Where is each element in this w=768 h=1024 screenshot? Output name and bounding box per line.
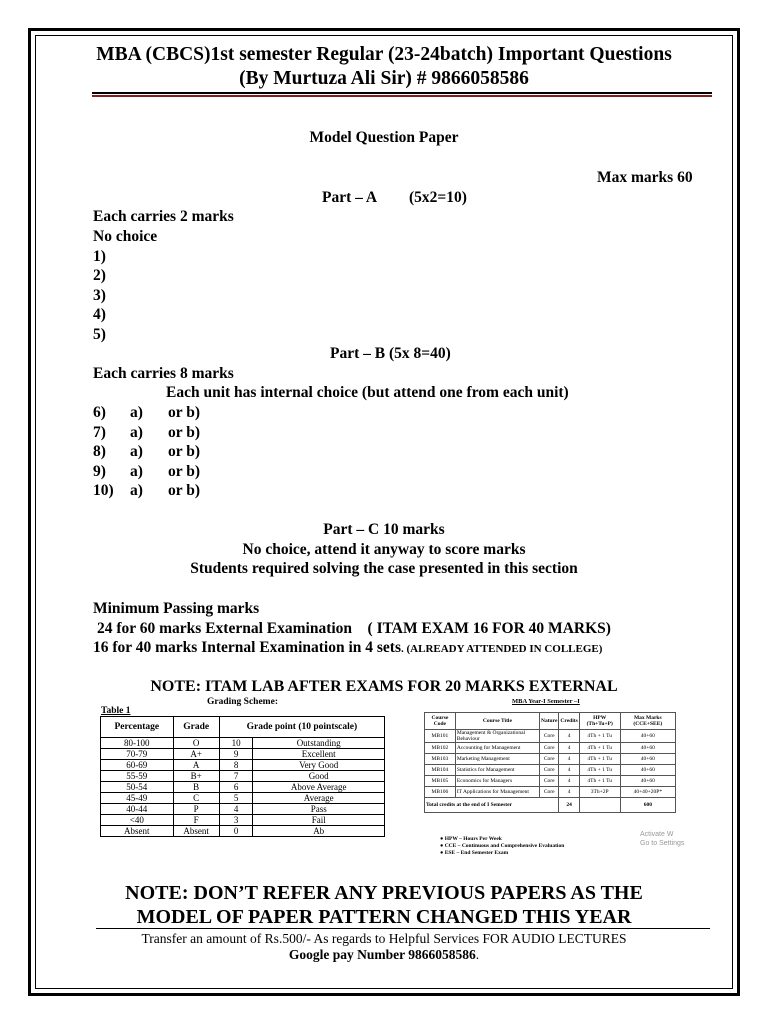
cell: C — [173, 793, 219, 804]
part-c-line-1: No choice, attend it anyway to score marks — [242, 541, 526, 558]
question-7-or: or b) — [168, 424, 201, 441]
part-a-heading: Part – A — [322, 189, 378, 206]
mba-header-credits: Credits — [559, 713, 579, 730]
table-row — [425, 765, 676, 776]
question-7-num: 7) — [93, 424, 106, 441]
question-6-num: 6) — [93, 404, 106, 421]
cell: B+ — [173, 771, 219, 782]
cell: 40-44 — [101, 804, 174, 815]
cell: MB103 — [425, 754, 456, 765]
cell: 4 — [559, 776, 579, 787]
cell: IT Applications for Management — [455, 787, 539, 798]
mba-header-marks: Max Marks (CCE+SEE) — [620, 713, 675, 730]
cell: 6 — [219, 782, 253, 793]
cell: 40+40+20P* — [620, 787, 675, 798]
final-note-line-2: MODEL OF PAPER PATTERN CHANGED THIS YEAR — [136, 906, 632, 928]
cell: F — [173, 815, 219, 826]
cell: Very Good — [253, 760, 385, 771]
question-8-num: 8) — [93, 443, 106, 460]
cell: 40+60 — [620, 754, 675, 765]
cell: 3 — [219, 815, 253, 826]
table-row — [425, 743, 676, 754]
cell: Core — [540, 754, 559, 765]
cell: 4Th + 1 Tu — [579, 743, 620, 754]
cell: A+ — [173, 749, 219, 760]
cell: MB101 — [425, 730, 456, 743]
question-10-a: a) — [130, 482, 143, 499]
question-1: 1) — [93, 248, 106, 265]
grading-header-row — [101, 717, 385, 738]
cell: 5 — [219, 793, 253, 804]
question-10-num: 10) — [93, 482, 114, 499]
cell: 0 — [219, 826, 253, 837]
footer-line-1: Transfer an amount of Rs.500/- As regards to Helpful Services FOR AUDIO LECTURES — [141, 931, 627, 946]
mba-header-title: Course Title — [455, 713, 539, 730]
header-rule-dark — [92, 92, 712, 94]
question-6-a: a) — [130, 404, 143, 421]
grading-header-percentage: Percentage — [101, 717, 174, 738]
table-row — [101, 793, 385, 804]
cell: Average — [253, 793, 385, 804]
part-c-line-2: Students required solving the case presented in this section — [190, 560, 578, 577]
cell: 7 — [219, 771, 253, 782]
table-row — [101, 782, 385, 793]
cell: <40 — [101, 815, 174, 826]
part-a-scheme: (5x2=10) — [409, 189, 467, 206]
activation-watermark — [640, 830, 684, 848]
cell: 4 — [559, 754, 579, 765]
cell: Excellent — [253, 749, 385, 760]
cell: MB104 — [425, 765, 456, 776]
table-row — [101, 826, 385, 837]
mba-header-nature: Nature — [540, 713, 559, 730]
table-row — [425, 787, 676, 798]
cell: 4 — [219, 804, 253, 815]
part-b-instruction-2: Each unit has internal choice (but attend one from each unit) — [166, 384, 569, 401]
max-marks: Max marks 60 — [597, 169, 693, 186]
cell: Marketing Management — [455, 754, 539, 765]
cell: Core — [540, 765, 559, 776]
mba-total-empty — [579, 798, 620, 813]
grading-title: Grading Scheme: — [207, 697, 278, 707]
table-row — [101, 815, 385, 826]
cell: MB102 — [425, 743, 456, 754]
cell: B — [173, 782, 219, 793]
cell: 50-54 — [101, 782, 174, 793]
question-9-or: or b) — [168, 463, 201, 480]
question-8-or: or b) — [168, 443, 201, 460]
cell: Core — [540, 730, 559, 743]
cell: 55-59 — [101, 771, 174, 782]
question-3: 3) — [93, 287, 106, 304]
table-row — [425, 730, 676, 743]
table-row — [101, 771, 385, 782]
question-8-a: a) — [130, 443, 143, 460]
cell: 4Th + 1 Tu — [579, 754, 620, 765]
question-6-or: or b) — [168, 404, 201, 421]
question-10-or: or b) — [168, 482, 201, 499]
header-rule-red — [92, 95, 712, 97]
paper-title: Model Question Paper — [309, 129, 459, 146]
passing-line-1: 24 for 60 marks External Examination ( ITAM EXAM 16 FOR 40 MARKS) — [97, 620, 611, 637]
passing-line-2-text: 16 for 40 marks Internal Examination in 4 sets — [93, 639, 402, 656]
part-b-instruction-1: Each carries 8 marks — [93, 365, 234, 382]
part-a-instruction-1: Each carries 2 marks — [93, 208, 234, 225]
grading-header-grade: Grade — [173, 717, 219, 738]
cell: 4Th + 1 Tu — [579, 776, 620, 787]
cell: Ab — [253, 826, 385, 837]
cell: 8 — [219, 760, 253, 771]
cell: Good — [253, 771, 385, 782]
question-4: 4) — [93, 306, 106, 323]
cell: O — [173, 738, 219, 749]
mba-table-title: MBA Year-I Semester –I — [512, 698, 580, 705]
part-b-heading: Part – B (5x 8=40) — [330, 345, 451, 362]
grading-caption: Table 1 — [101, 706, 131, 716]
cell: 9 — [219, 749, 253, 760]
mba-total-credits: 24 — [559, 798, 579, 813]
question-7-a: a) — [130, 424, 143, 441]
watermark-line-2: Go to Settings — [640, 840, 685, 847]
passing-line-2-note: . (ALREADY ATTENDED IN COLLEGE) — [401, 643, 603, 655]
question-9-a: a) — [130, 463, 143, 480]
table-row — [425, 776, 676, 787]
header-line-1: MBA (CBCS)1st semester Regular (23-24batch) Important Questions — [96, 44, 672, 65]
table-row — [101, 749, 385, 760]
cell: 80-100 — [101, 738, 174, 749]
cell: 4 — [559, 765, 579, 776]
cell: 3Th+2P — [579, 787, 620, 798]
cell: Statistics for Management — [455, 765, 539, 776]
part-c-heading: Part – C 10 marks — [323, 521, 445, 538]
grading-table — [100, 716, 385, 837]
table-row — [101, 804, 385, 815]
cell: A — [173, 760, 219, 771]
cell: 40+60 — [620, 743, 675, 754]
grading-header-point: Grade point (10 pointscale) — [219, 717, 384, 738]
watermark-line-1: Activate W — [640, 831, 674, 838]
question-2: 2) — [93, 267, 106, 284]
final-note-line-1: NOTE: DON’T REFER ANY PREVIOUS PAPERS AS THE — [125, 882, 643, 904]
table-row — [101, 738, 385, 749]
cell: Economics for Managers — [455, 776, 539, 787]
part-a-instruction-2: No choice — [93, 228, 158, 245]
cell: Fail — [253, 815, 385, 826]
table-row — [425, 754, 676, 765]
cell: 4 — [559, 787, 579, 798]
table-row — [101, 760, 385, 771]
mba-header-code: Course Code — [425, 713, 456, 730]
cell: Absent — [173, 826, 219, 837]
cell: MB106 — [425, 787, 456, 798]
cell: Outstanding — [253, 738, 385, 749]
cell: 10 — [219, 738, 253, 749]
cell: Accounting for Management — [455, 743, 539, 754]
cell: 45-49 — [101, 793, 174, 804]
google-pay-number: Google pay Number 9866058586 — [288, 947, 476, 962]
legend-item: ● HPW – Hours Per Week — [440, 836, 564, 843]
legend-item: ● ESE – End Semester Exam — [440, 850, 564, 857]
question-5: 5) — [93, 326, 106, 343]
legend-item: ● CCE – Continuous and Comprehensive Evaluation — [440, 843, 564, 850]
cell: Management & Organizational Behaviour — [455, 730, 539, 743]
mba-total-label: Total credits at the end of I Semester — [425, 798, 559, 813]
mba-course-table — [424, 712, 676, 813]
cell: Core — [540, 776, 559, 787]
cell: 4 — [559, 730, 579, 743]
cell: 40+60 — [620, 730, 675, 743]
passing-heading: Minimum Passing marks — [93, 600, 260, 617]
cell: 70-79 — [101, 749, 174, 760]
question-9-num: 9) — [93, 463, 106, 480]
mba-total-marks: 600 — [620, 798, 675, 813]
itam-note: NOTE: ITAM LAB AFTER EXAMS FOR 20 MARKS EXTERNAL — [150, 678, 618, 695]
passing-line-2 — [93, 638, 602, 659]
cell: 40+60 — [620, 776, 675, 787]
cell: Absent — [101, 826, 174, 837]
cell: MB105 — [425, 776, 456, 787]
mba-total-row — [425, 798, 676, 813]
cell: Core — [540, 743, 559, 754]
cell: Core — [540, 787, 559, 798]
footer-line-2 — [40, 947, 728, 963]
footer-line-2-suffix: . — [475, 947, 480, 962]
cell: Above Average — [253, 782, 385, 793]
cell: Pass — [253, 804, 385, 815]
cell: 4Th + 1 Tu — [579, 730, 620, 743]
cell: 4 — [559, 743, 579, 754]
mba-legend — [440, 836, 564, 857]
cell: P — [173, 804, 219, 815]
cell: 40+60 — [620, 765, 675, 776]
mba-header-row — [425, 713, 676, 730]
footer-rule — [96, 928, 710, 929]
header-line-2: (By Murtuza Ali Sir) # 9866058586 — [239, 68, 529, 89]
cell: 4Th + 1 Tu — [579, 765, 620, 776]
cell: 60-69 — [101, 760, 174, 771]
mba-header-hpw: HPW (Th+Tu+P) — [579, 713, 620, 730]
